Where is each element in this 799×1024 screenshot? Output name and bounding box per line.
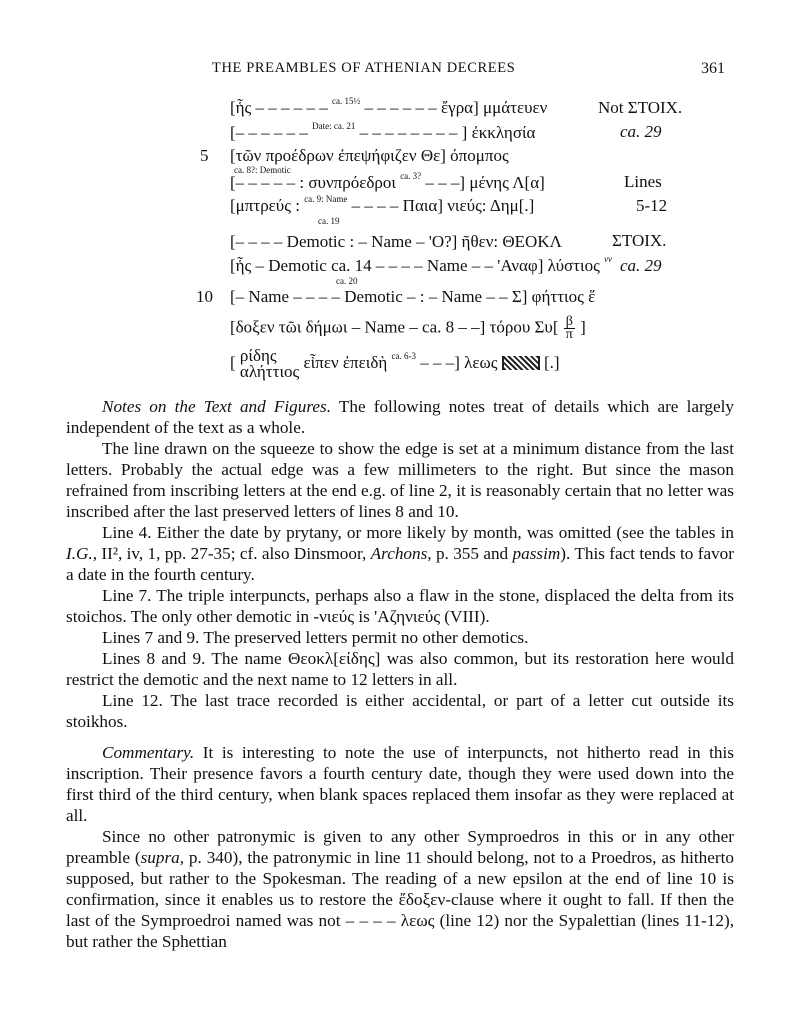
line4-paragraph: Line 4. Either the date by prytany, or more likely by month, was omitted (see the tables in I.G., II², iv, 1, pp. 27-35; cf. also Dinsmoor, Archons, p. 355 and passim). This fact tends to favor a date in the fourth century. [66,523,734,584]
line-number-5: 5 [200,146,209,165]
side-note-lines: Lines [624,172,662,191]
inscription-line-6-sup: ca. 19 [318,216,340,226]
inscription-line-6: [– – – – Demotic : – Name – 'Ο?] ῆθεν: ΘΕΟΚΛ [230,232,562,251]
side-note-stoich: ΣΤΟΙΧ. [612,231,667,250]
inscription-line-9: [δοξεν τῶι δήμωι – Name – ca. 8 – –] τόρου $\Sigma\upsilon[ \frac{\beta}{\pi}$ ] [230,314,586,342]
edge-paragraph: The line drawn on the squeeze to show the edge is set at a minimum distance from the last letters. Probably the actual edge was a few millimeters to the right. But since the mason refrained from inscribing letters at the end e.g. of line 2, it is reasonably certain that no letter was inscribed after the last preserved letters of lines 8 and 10. [66,439,734,521]
running-header [0,60,799,82]
inscription-line-10: [ ρίδης αλήττιος εἶπεν ἐπειδὴ $^{ca. 6-3}$ – – –] λεως [.] [230,346,560,381]
inscription-line-2: [– – – – – – $^{Date: ca. 21}$ – – – – – – – – ] ἐκκλησία [230,121,536,142]
lines89-paragraph: Lines 8 and 9. The name Θεοκλ[είδης] was also common, but its restoration here would restrict the demotic and the next name to 12 letters in all. [66,649,734,689]
side-note-ca29-a: ca. 29 [620,122,662,141]
line-number-10: 10 [196,287,213,306]
inscription-line-3: [τῶν προέδρων ἐπεψήφιζεν Θε] όπομπος [230,146,509,165]
fraction-letters: $\frac{\beta}{\pi}$ [565,314,573,342]
stacked-restorations: ρίδης αλήττιος [239,346,300,381]
line7-paragraph: Line 7. The triple interpuncts, perhaps also a flaw in the stone, displaced the delta from its stoichos. The only other demotic in -νιεύς is 'Αζηνιεύς (VIII). [66,586,734,626]
notes-paragraph: Notes on the Text and Figures. The following notes treat of details which are largely independent of the text as a whole. [66,397,734,437]
page-number: 361 [701,60,725,77]
side-note-lines-range: 5-12 [636,196,668,215]
inscription-line-4: ca. 8?: Demotic [– – – – – : συνπρόεδροι $^{ca. 3?}$ – – –] μένης Λ[α] [230,165,545,192]
inscription-line-8: [– Name – – – – Demotic – : – Name – – Σ] φήττιος ἕ [230,287,596,306]
body-text [66,396,734,952]
symproedros-paragraph: Since no other patronymic is given to any other Symproedros in this or in any other preamble (supra, p. 340), the patronymic in line 11 should belong, not to a Proedros, as hitherto supposed, but rather to the Spokesman. The reading of a new epsilon at the end of line 10 is confirmation, since it enables us to restore the ἔδοξεν-clause where it ought to fall. If then the last of the Symproedroi named was not – – – – λεως (line 12) nor the Sypalettian (lines 11-12), but rather the Sphettian [66,827,734,951]
side-note-ca29-b: ca. 29 [620,256,662,275]
inscription-line-5: [μπτρεύς : $^{ca. 9: Name}$ – – – – Παια] νιεύς: Δημ[.] [230,194,535,215]
commentary-paragraph: Commentary. It is interesting to note the use of interpuncts, not hitherto read in this inscription. Their presence favors a fourth century date, though they were used down into the first third of the third century, when blank spaces replaced them insofar as they were replaced at all. [66,743,734,825]
lines79-paragraph: Lines 7 and 9. The preserved letters permit no other demotics. [102,628,529,647]
hatched-trace [502,356,540,370]
commentary-heading: Commentary. [102,743,195,762]
inscription-line-1: [ἧς – – – – – – $^{ca. 15\frac{1}{2}}$ – – – – – – ἔγρα] μμάτευεν [230,96,548,117]
notes-heading: Notes on the Text and Figures. [102,397,332,416]
side-note-not-stoich: Not ΣΤΟΙΧ. [598,98,683,117]
inscription-line-7: [ἧς – Demotic ca. 14 – – – – Name – – 'Αναφ] λύστιος $^{vv}$ [230,254,613,275]
line12-paragraph: Line 12. The last trace recorded is either accidental, or part of a letter cut outside its stoikhos. [66,691,734,731]
inscription-line-8-sup: ca. 20 [336,276,358,286]
running-title: THE PREAMBLES OF ATHENIAN DECREES [212,60,516,76]
